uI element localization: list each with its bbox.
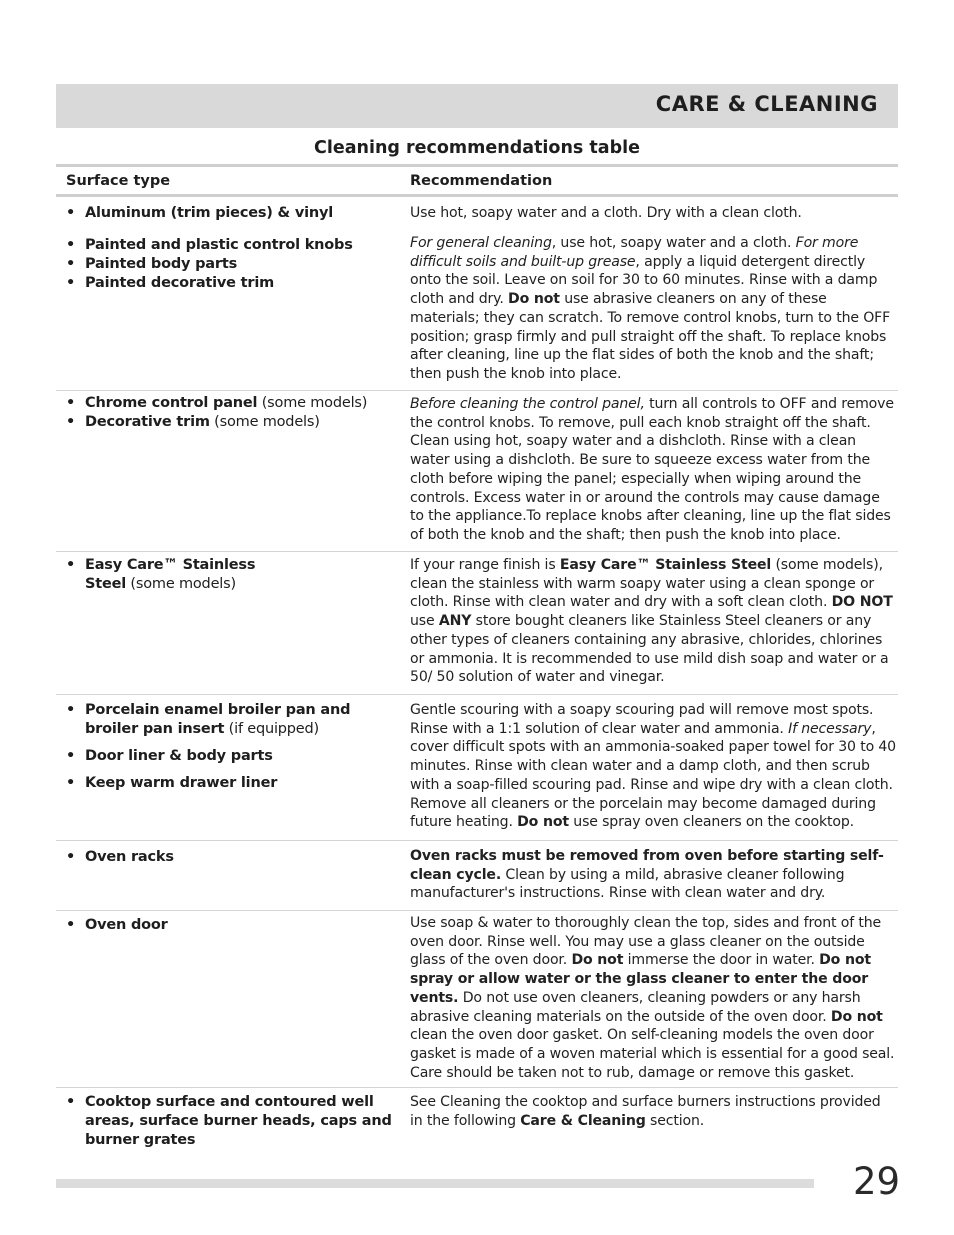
row-divider <box>56 840 898 841</box>
rec-text: Do not use oven cleaners, cleaning powders or any harsh abrasive cleaning materials on the outside of the oven door. <box>410 989 861 1025</box>
column-header-surface: Surface type <box>66 173 171 189</box>
item-bold: Porcelain enamel broiler pan and broiler pan insert <box>85 702 351 737</box>
surface-type-item: • Painted body parts <box>66 255 396 274</box>
surface-type-item: • Painted decorative trim <box>66 274 396 293</box>
rec-bold: Care & Cleaning <box>520 1112 646 1129</box>
rec-text: clean the oven door gasket. On self-cleaning models the oven door gasket is made of a woven material which is essential for a good seal. Care should be taken not to rub, damage or remove this gasket. <box>410 1027 895 1081</box>
rec-text: Use soap & water to thoroughly clean the top, sides and front of the oven door. Rinse well. You may use a glass cleaner on the outside glass of the oven door. <box>410 915 882 969</box>
recommendation-text <box>410 234 896 384</box>
recommendation-text <box>410 1093 896 1130</box>
rec-italic: For more difficult soils and built-up grease <box>410 235 859 270</box>
surface-type-item: • Door liner & body parts <box>66 747 396 766</box>
rec-text: See Cleaning the cooktop and surface burners instructions provided in the following <box>410 1094 881 1129</box>
rec-italic: For general cleaning <box>410 235 552 251</box>
rec-text: immerse the door in water. <box>623 952 820 969</box>
surface-type-item: • Oven door <box>66 916 396 935</box>
surface-type-item: • Painted and plastic control knobs <box>66 236 396 255</box>
header-bottom-rule <box>56 194 898 197</box>
surface-type-item <box>66 701 396 739</box>
row-divider <box>56 1087 898 1088</box>
footer-bar <box>56 1179 814 1188</box>
table-title: Cleaning recommendations table <box>313 138 640 158</box>
rec-bold: Do not spray or allow water or the glass cleaner to enter the door vents. <box>410 952 871 1006</box>
column-header-recommendation: Recommendation <box>410 173 553 189</box>
row-divider <box>56 910 898 911</box>
recommendation-text <box>410 395 896 545</box>
surface-type-item: • Aluminum (trim pieces) & vinyl <box>66 204 396 223</box>
recommendation-text <box>410 847 896 903</box>
rec-bold: Easy Care™ Stainless Steel <box>559 557 772 573</box>
rec-text: Clean by using a mild, abrasive cleaner following manufacturer's instructions. Rinse with clean water and dry. <box>410 866 845 902</box>
recommendation-text <box>410 701 896 832</box>
rec-bold: Do not <box>508 291 560 308</box>
rec-bold: DO NOT <box>831 594 893 611</box>
rec-text: Gentle scouring with a soapy scouring pad will remove most spots. Rinse with a 1:1 solution of clear water and ammonia. <box>410 702 874 737</box>
rec-text: (some models), clean the stainless with warm soapy water using a clean sponge or cloth. Rinse with clean water and dry with a soft clean cloth. <box>410 557 883 611</box>
item-note: (some models) <box>257 395 368 411</box>
rec-text: , cover difficult spots with an ammonia-soaked paper towel for 30 to 40 minutes. Rinse with clean water and a damp cloth, and then scrub with a soap-filled scouring pad. Rinse and wipe dry with a clean cloth. Remove all cleaners or the porcelain may become damaged during future heating. <box>410 720 897 831</box>
rec-text: section. <box>645 1112 705 1129</box>
rec-text: turn all controls to OFF and remove the control knobs. To remove, pull each knob straight off the shaft. Clean using hot, soapy water and a dishcloth. Rinse with a clean water using a dishcloth. Be sure to squeeze excess water from the cloth before wiping the panel; especially when wiping around the controls. Excess water in or around the controls may cause damage to the appliance.To replace knobs after cleaning, line up the flat sides of both the knob and the shaft; then push the knob into place. <box>410 396 894 543</box>
rec-bold: Do not <box>571 952 624 969</box>
row-divider <box>56 390 898 391</box>
rec-bold: Oven racks must be removed from oven before starting self-clean cycle. <box>410 848 884 883</box>
item-bold: Steel <box>85 576 127 592</box>
rec-bold: Do not <box>830 1008 883 1025</box>
rec-text: use abrasive cleaners on any of these materials; they can scratch. To remove control knobs, turn to the OFF position; grasp firmly and pull straight off the shaft. To replace knobs after cleaning, line up the flat sides of both the knob and the shaft; then push the knob into place. <box>410 291 891 382</box>
recommendation-text <box>410 556 896 687</box>
table-top-rule <box>56 164 898 167</box>
item-bold: Chrome control panel <box>85 395 258 411</box>
item-note: (if equipped) <box>224 721 319 737</box>
rec-text: use <box>410 613 439 630</box>
surface-type-item <box>66 413 396 432</box>
surface-type-item <box>66 394 396 413</box>
rec-text: If your range finish is <box>410 557 560 573</box>
rec-text: store bought cleaners like Stainless Steel cleaners or any other types of cleaners containing any abrasive, chlorides, chlorines or ammonia. It is recommended to use mild dish soap and water or a 50/ 50 solution of water and vinegar. <box>410 613 889 686</box>
item-bold: Easy Care™ Stainless <box>85 557 256 573</box>
item-bold: Decorative trim <box>85 414 210 430</box>
recommendation-text: Use hot, soapy water and a cloth. Dry with a clean cloth. <box>410 205 802 221</box>
surface-type-item: • Cooktop surface and contoured well areas, surface burner heads, caps and burner grates <box>66 1093 396 1150</box>
section-title: CARE & CLEANING <box>655 92 878 116</box>
rec-bold: Do not <box>517 814 569 831</box>
rec-bold: ANY <box>438 613 472 630</box>
surface-type-item: • Oven racks <box>66 848 396 867</box>
recommendation-text <box>410 914 896 1082</box>
item-note: (some models) <box>126 576 236 592</box>
page-number: 29 <box>853 1160 901 1203</box>
section-header-bar <box>56 84 898 128</box>
row-divider <box>56 694 898 695</box>
surface-type-item <box>66 556 396 594</box>
rec-italic: Before cleaning the control panel, <box>410 396 645 412</box>
rec-text: , use hot, soapy water and a cloth. <box>551 235 796 251</box>
rec-text: , apply a liquid detergent directly onto the soil. Leave on soil for 30 to 60 minutes. Rinse with a damp cloth and dry. <box>410 253 878 308</box>
rec-italic: If necessary <box>788 720 872 737</box>
rec-text: use spray oven cleaners on the cooktop. <box>568 814 855 831</box>
row-divider <box>56 551 898 552</box>
item-note: (some models) <box>209 414 320 430</box>
surface-type-item: • Keep warm drawer liner <box>66 774 396 793</box>
